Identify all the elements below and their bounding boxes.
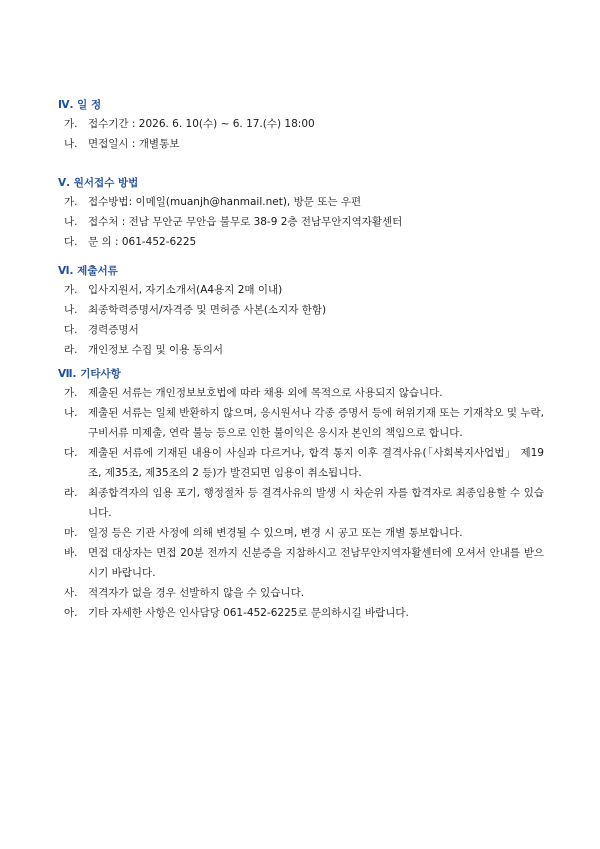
list-item — [58, 134, 558, 154]
item-text: 제출된 서류는 일체 반환하지 않으며, 응시원서나 각종 증명서 등에 허위기재 또는 기재착오 및 누락, 구비서류 미제출, 연락 불능 등으로 인한 불이익은 응시자 본인의 책임으로 합니다. — [88, 407, 544, 439]
item-marker: 나. — [64, 216, 78, 228]
item-text: 경력증명서 — [88, 324, 139, 336]
item-marker: 마. — [64, 527, 78, 539]
section-heading: Ⅶ. 기타사항 — [58, 368, 121, 380]
list-item — [58, 340, 558, 360]
item-text: 최종합격자의 임용 포기, 행정절차 등 결격사유의 발생 시 차순위 자를 합격자로 최종임용할 수 있습니다. — [88, 487, 544, 519]
list-item — [58, 403, 558, 443]
item-marker: 라. — [64, 344, 78, 356]
section-schedule — [58, 96, 558, 154]
list-item — [58, 523, 558, 543]
section-required-documents — [58, 262, 558, 360]
item-text: 개인정보 수집 및 이용 동의서 — [88, 344, 224, 356]
list-item — [58, 320, 558, 340]
item-marker: 사. — [64, 587, 78, 599]
item-marker: 가. — [64, 284, 78, 296]
item-text: 제출된 서류는 개인정보보호법에 따라 채용 외에 목적으로 사용되지 않습니다. — [88, 387, 443, 399]
list-item — [58, 114, 558, 134]
item-text: 접수기간 : 2026. 6. 10(수) ~ 6. 17.(수) 18:00 — [88, 118, 315, 130]
item-text: 면접 대상자는 면접 20분 전까지 신분증을 지참하시고 전남무안지역자활센터에 오셔서 안내를 받으시기 바랍니다. — [88, 547, 544, 579]
item-marker: 다. — [64, 324, 78, 336]
list-item — [58, 192, 558, 212]
item-text: 적격자가 없을 경우 선발하지 않을 수 있습니다. — [88, 587, 305, 599]
item-text: 제출된 서류에 기재된 내용이 사실과 다르거나, 합격 통지 이후 결격사유(「사회복지사업법」 제19조, 제35조, 제35조의 2 등)가 발견되면 임용이 취소됩니다. — [88, 447, 544, 479]
section-other-notes — [58, 365, 558, 623]
item-marker: 라. — [64, 487, 78, 499]
item-text: 면접일시 : 개별통보 — [88, 138, 180, 150]
item-marker: 아. — [64, 607, 78, 619]
section-heading: Ⅳ. 일 정 — [58, 99, 102, 111]
item-text: 기타 자세한 사항은 인사담당 061-452-6225로 문의하시길 바랍니다. — [88, 607, 409, 619]
list-item — [58, 212, 558, 232]
item-marker: 나. — [64, 407, 78, 419]
item-text: 접수방법: 이메일(muanjh@hanmail.net), 방문 또는 우편 — [88, 196, 362, 208]
item-text: 문 의 : 061-452-6225 — [88, 236, 197, 248]
list-item — [58, 583, 558, 603]
section-heading: Ⅵ. 제출서류 — [58, 265, 118, 277]
list-item — [58, 483, 558, 523]
list-item — [58, 443, 558, 483]
item-marker: 가. — [64, 196, 78, 208]
item-marker: 바. — [64, 547, 78, 559]
item-text: 입사지원서, 자기소개서(A4용지 2매 이내) — [88, 284, 283, 296]
list-item — [58, 280, 558, 300]
item-marker: 나. — [64, 304, 78, 316]
section-application-method — [58, 174, 558, 252]
item-marker: 다. — [64, 236, 78, 248]
list-item — [58, 543, 558, 583]
item-marker: 가. — [64, 118, 78, 130]
item-marker: 다. — [64, 447, 78, 459]
item-text: 최종학력증명서/자격증 및 면허증 사본(소지자 한함) — [88, 304, 327, 316]
list-item — [58, 603, 558, 623]
list-item — [58, 300, 558, 320]
list-item — [58, 232, 558, 252]
item-marker: 나. — [64, 138, 78, 150]
list-item — [58, 383, 558, 403]
item-text: 접수처 : 전남 무안군 무안읍 불무로 38-9 2층 전남무안지역자활센터 — [88, 216, 403, 228]
item-text: 일정 등은 기관 사정에 의해 변경될 수 있으며, 변경 시 공고 또는 개별 통보합니다. — [88, 527, 463, 539]
item-marker: 가. — [64, 387, 78, 399]
section-heading: Ⅴ. 원서접수 방법 — [58, 177, 139, 189]
